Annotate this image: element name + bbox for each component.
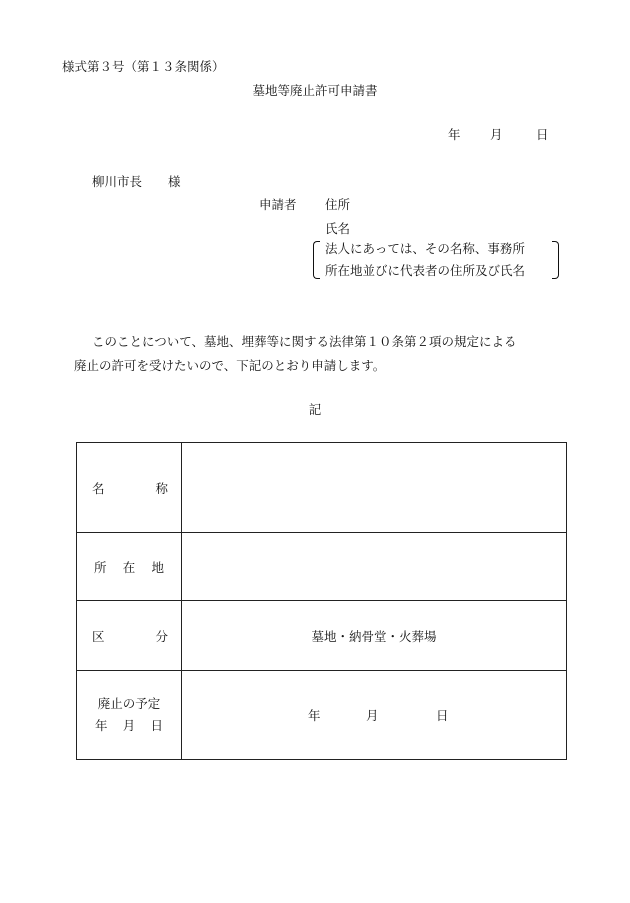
date-year-label: 年 (448, 127, 461, 142)
planned-value-year: 年 (308, 708, 321, 723)
table-row-location (77, 533, 567, 601)
addressee-name: 柳川市長 (92, 174, 143, 189)
location-label-b: 在 (122, 559, 136, 575)
location-value-cell[interactable] (182, 533, 567, 601)
location-label-text (77, 558, 181, 576)
planned-label-text (77, 693, 181, 737)
planned-value-day: 日 (436, 708, 449, 723)
table-row-planned-date (77, 671, 567, 760)
name-label-cell (77, 443, 182, 533)
planned-label-year: 年 (95, 718, 108, 733)
category-label-cell (77, 601, 182, 671)
name-label-text (77, 479, 181, 497)
name-label-a: 名 (92, 480, 105, 496)
date-day-label: 日 (536, 127, 549, 142)
application-table (76, 442, 567, 760)
form-number: 様式第３号（第１３条関係） (62, 59, 225, 74)
planned-value-cell[interactable] (182, 671, 567, 760)
planned-label-ymd (95, 715, 163, 737)
name-label: 氏名 (325, 221, 351, 236)
category-label-text (77, 627, 181, 645)
location-label-c: 地 (151, 559, 164, 575)
body-line2: 廃止の許可を受けたいので、下記のとおり申請します。 (74, 358, 386, 373)
planned-label-cell (77, 671, 182, 760)
table-row-category (77, 601, 567, 671)
date-line (448, 125, 549, 143)
planned-label-month: 月 (122, 718, 136, 733)
page-title: 墓地等廃止許可申請書 (252, 83, 378, 98)
addressee-honorific: 様 (168, 174, 181, 189)
name-value-cell[interactable] (182, 443, 567, 533)
applicant-label: 申請者 (259, 197, 297, 212)
planned-value-month: 月 (366, 708, 379, 723)
addressee (92, 172, 181, 190)
planned-value (182, 706, 566, 724)
category-label-b: 分 (155, 628, 168, 644)
date-month-label: 月 (490, 127, 503, 142)
corporation-note-line1: 法人にあっては、その名称、事務所 (325, 241, 525, 256)
corporation-note-line2: 所在地並びに代表者の住所及び氏名 (325, 263, 526, 278)
ki-heading: 記 (308, 402, 322, 417)
category-label-a: 区 (92, 628, 105, 644)
address-label: 住所 (325, 197, 351, 212)
left-bracket (313, 241, 320, 279)
category-value: 墓地・納骨堂・火葬場 (311, 628, 437, 644)
body-line1: このことについて、墓地、埋葬等に関する法律第１０条第２項の規定による (92, 334, 517, 349)
location-label-a: 所 (94, 559, 107, 575)
category-value-cell[interactable] (182, 601, 567, 671)
corporation-note (313, 239, 559, 281)
body-paragraph (74, 330, 574, 378)
planned-label-day: 日 (150, 718, 163, 733)
location-label-cell (77, 533, 182, 601)
name-label-b: 称 (155, 480, 168, 496)
right-bracket (552, 241, 559, 279)
table-row-name (77, 443, 567, 533)
planned-label-top: 廃止の予定 (97, 696, 161, 711)
